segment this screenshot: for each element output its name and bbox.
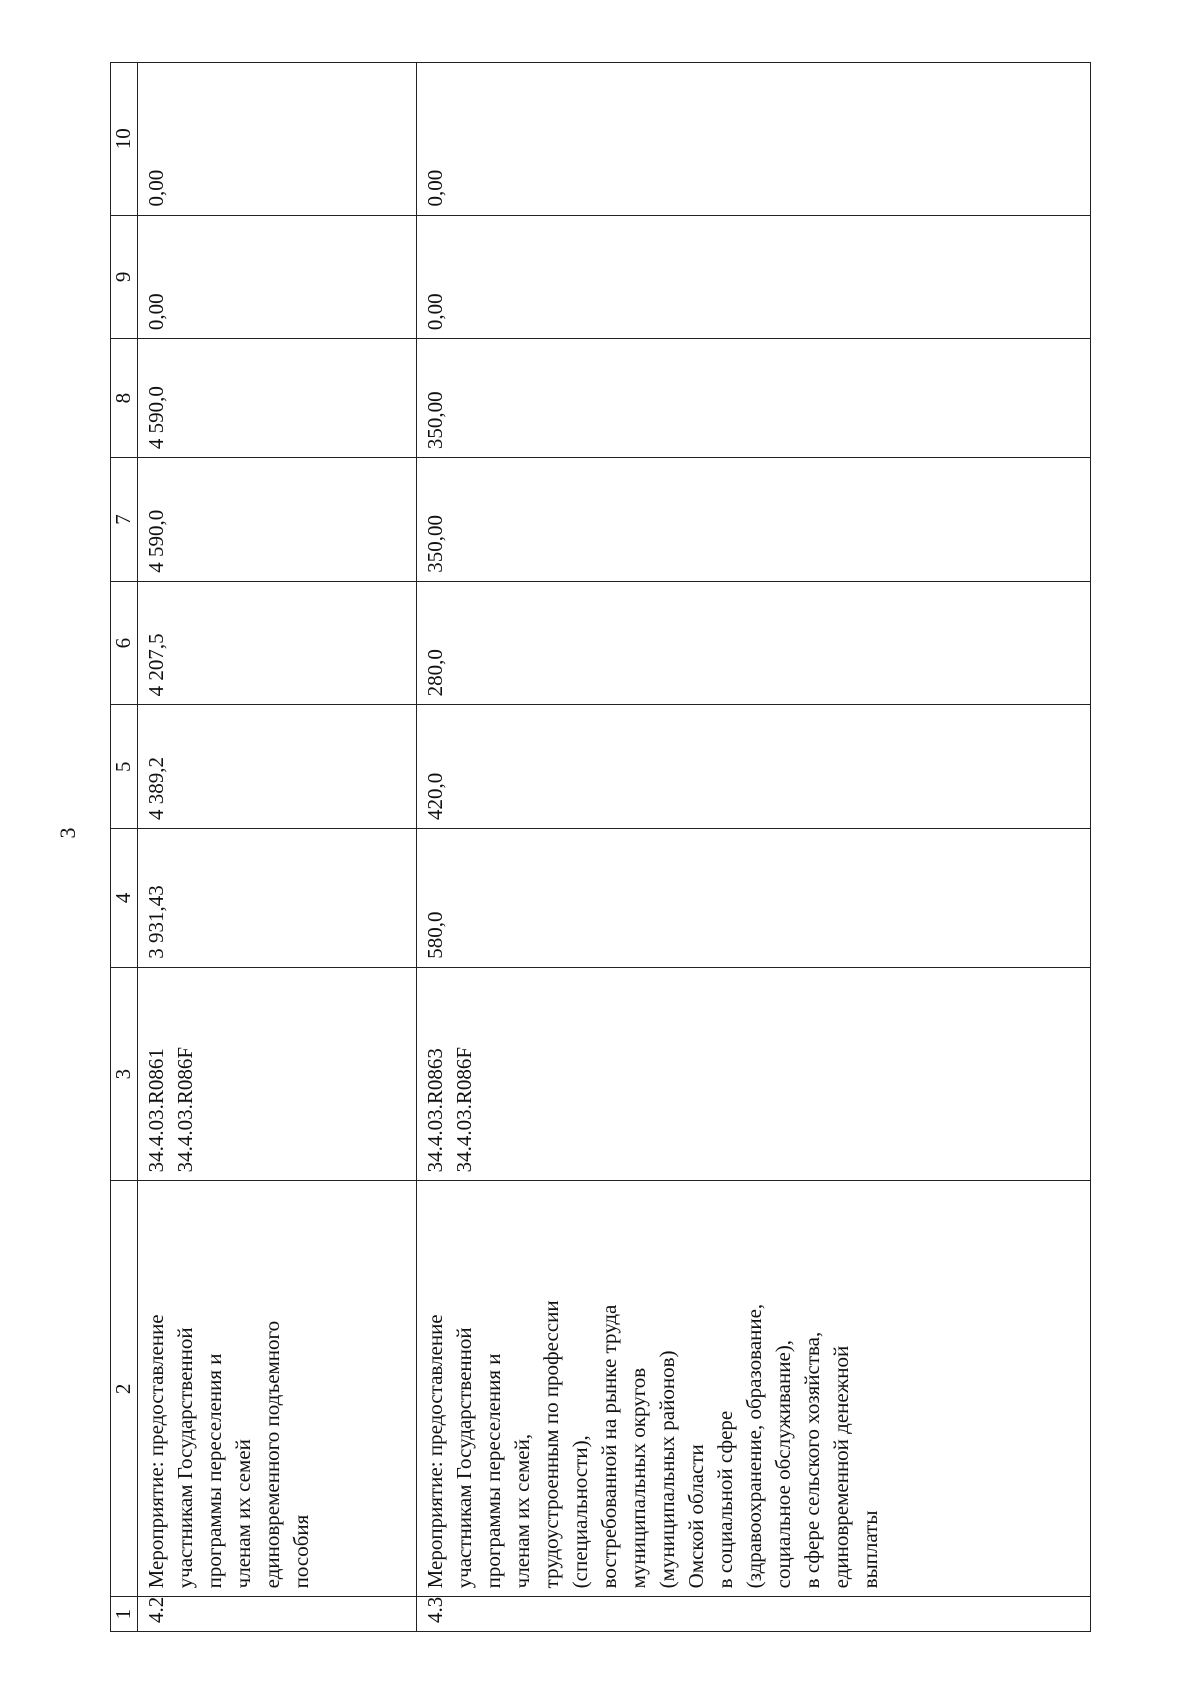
table-container <box>110 62 1070 1632</box>
budget-code: 34.4.03.R086F <box>172 1046 197 1173</box>
row-number: 4.3 <box>417 1597 1091 1632</box>
value-cell: 0,00 <box>417 215 1091 339</box>
description-line: выплаты <box>857 1510 882 1589</box>
budget-codes <box>138 967 417 1181</box>
description-line: участникам Государственной <box>451 1327 476 1589</box>
value-cell: 0,00 <box>138 63 417 216</box>
description-line: единовременного подъемного <box>259 1320 284 1589</box>
description-line: членам их семей <box>230 1439 255 1589</box>
activity-description <box>417 1181 1091 1597</box>
column-header: 3 <box>111 967 138 1181</box>
value-cell: 4 207,5 <box>138 581 417 705</box>
column-header: 10 <box>111 63 138 216</box>
value-cell: 350,00 <box>417 339 1091 458</box>
budget-code: 34.4.03.R086F <box>451 1046 476 1173</box>
description-line: единовременной денежной <box>828 1345 853 1589</box>
table-row <box>417 63 1091 1632</box>
description-line: (муниципальных районов) <box>654 1350 679 1589</box>
description-line: в социальной сфере <box>712 1410 737 1589</box>
value-cell: 0,00 <box>417 63 1091 216</box>
column-header: 8 <box>111 339 138 458</box>
description-line: в сфере сельского хозяйства, <box>799 1331 824 1589</box>
description-line: муниципальных округов <box>625 1367 650 1589</box>
value-cell: 280,0 <box>417 581 1091 705</box>
column-header: 2 <box>111 1181 138 1597</box>
budget-code: 34.4.03.R0863 <box>423 1048 447 1173</box>
description-line: программы переселения и <box>201 1353 226 1589</box>
page-number: 3 <box>55 827 80 839</box>
value-cell: 0,00 <box>138 215 417 339</box>
description-line: трудоустроенным по профессии <box>538 1300 563 1589</box>
description-line: Мероприятие: предоставление <box>144 1314 168 1589</box>
value-cell: 420,0 <box>417 705 1091 829</box>
activity-description <box>138 1181 417 1597</box>
column-header: 9 <box>111 215 138 339</box>
column-header: 4 <box>111 829 138 968</box>
row-number: 4.2 <box>138 1597 417 1632</box>
column-number-row <box>111 63 138 1632</box>
description-line: востребованной на рынке труда <box>596 1304 621 1589</box>
column-header: 7 <box>111 458 138 582</box>
description-line: программы переселения и <box>480 1353 505 1589</box>
description-line: членам их семей, <box>509 1433 534 1589</box>
description-line: (специальности), <box>567 1435 592 1589</box>
description-line: Омской области <box>683 1444 708 1589</box>
column-header: 5 <box>111 705 138 829</box>
description-line: социальное обслуживание), <box>770 1339 795 1589</box>
value-cell: 4 389,2 <box>138 705 417 829</box>
value-cell: 4 590,0 <box>138 339 417 458</box>
value-cell: 4 590,0 <box>138 458 417 582</box>
value-cell: 3 931,43 <box>138 829 417 968</box>
description-line: Мероприятие: предоставление <box>423 1314 447 1589</box>
value-cell: 580,0 <box>417 829 1091 968</box>
budget-code: 34.4.03.R0861 <box>144 1048 168 1173</box>
column-header: 6 <box>111 581 138 705</box>
description-line: пособия <box>288 1514 313 1589</box>
description-line: (здравоохранение, образование, <box>741 1303 766 1589</box>
value-cell: 350,00 <box>417 458 1091 582</box>
table-row <box>138 63 417 1632</box>
budget-codes <box>417 967 1091 1181</box>
description-line: участникам Государственной <box>172 1327 197 1589</box>
column-header: 1 <box>111 1597 138 1632</box>
budget-table <box>110 62 1091 1632</box>
